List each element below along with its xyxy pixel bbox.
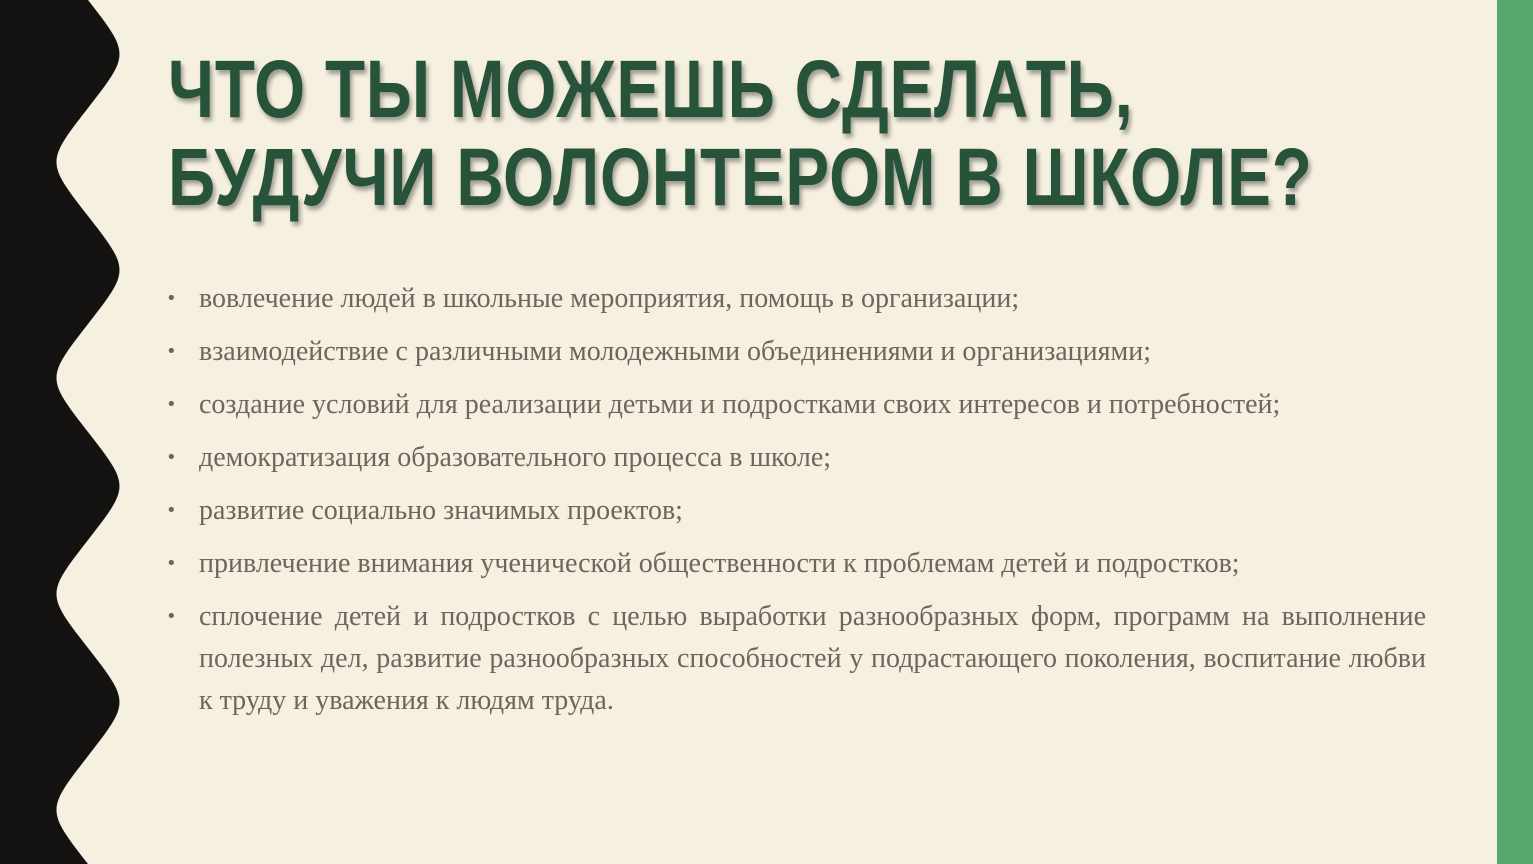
bullet-list: [166, 278, 1426, 733]
bullet-item: • вовлечение людей в школьные мероприятия, помощь в организации;: [166, 278, 1426, 320]
left-wavy-band: [0, 0, 120, 864]
bullet-item: • сплочение детей и подростков с целью выработки разнообразных форм, программ на выполнение полезных дел, развитие разнообразных способностей у подрастающего поколения, воспитание любви к труду и уважения к людям труда.: [166, 596, 1426, 722]
bullet-item: • создание условий для реализации детьми и подростками своих интересов и потребностей;: [166, 384, 1426, 426]
bullet-item: • демократизация образовательного процесса в школе;: [166, 437, 1426, 479]
bullet-item: • привлечение внимания ученической общественности к проблемам детей и подростков;: [166, 543, 1426, 585]
title-line-1: ЧТО ТЫ МОЖЕШЬ СДЕЛАТЬ,: [168, 44, 1134, 135]
bullet-item: • взаимодействие с различными молодежными объединениями и организациями;: [166, 331, 1426, 373]
title-line-2: БУДУЧИ ВОЛОНТЕРОМ В ШКОЛЕ?: [168, 132, 1313, 223]
bullet-item: • развитие социально значимых проектов;: [166, 490, 1426, 532]
slide-title: [168, 44, 1313, 223]
right-accent-band: [1497, 0, 1533, 864]
